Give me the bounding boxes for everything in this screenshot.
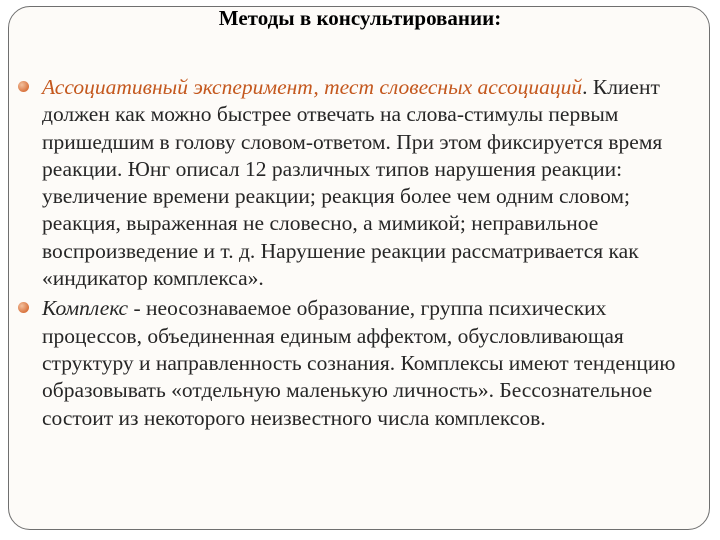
bullet-list bbox=[42, 74, 704, 435]
bullet-dot-icon bbox=[18, 81, 29, 92]
bullet-item-association-test bbox=[42, 74, 704, 292]
bullet-text: . Клиент должен как можно быстрее отвечать на слова-стимулы первым пришедшим в голову словом-ответом. При этом фиксируется время реакции. Юнг описал 12 различных типов нарушения реакции: увеличение времени реакции; реакция более чем одним словом; реакция, выраженная не словесно, а мимикой; неправильное воспроизведение и т. д. Нарушение реакции рассматривается как «индикатор комплекса». bbox=[42, 75, 663, 291]
bullet-text: - неосознаваемое образование, группа психических процессов, объединенная единым аффектом, обусловливающая структуру и направленность сознания. Комплексы имеют тенденцию образовывать «отдельную маленькую личность». Бессознательное состоит из некоторого неизвестного числа комплексов. bbox=[42, 296, 676, 430]
bullet-term: Комплекс bbox=[42, 296, 129, 321]
bullet-item-complex bbox=[42, 295, 704, 431]
bullet-term: Ассоциативный эксперимент, тест словесных ассоциаций bbox=[42, 75, 583, 99]
slide-title: Методы в консультировании: bbox=[218, 6, 502, 30]
